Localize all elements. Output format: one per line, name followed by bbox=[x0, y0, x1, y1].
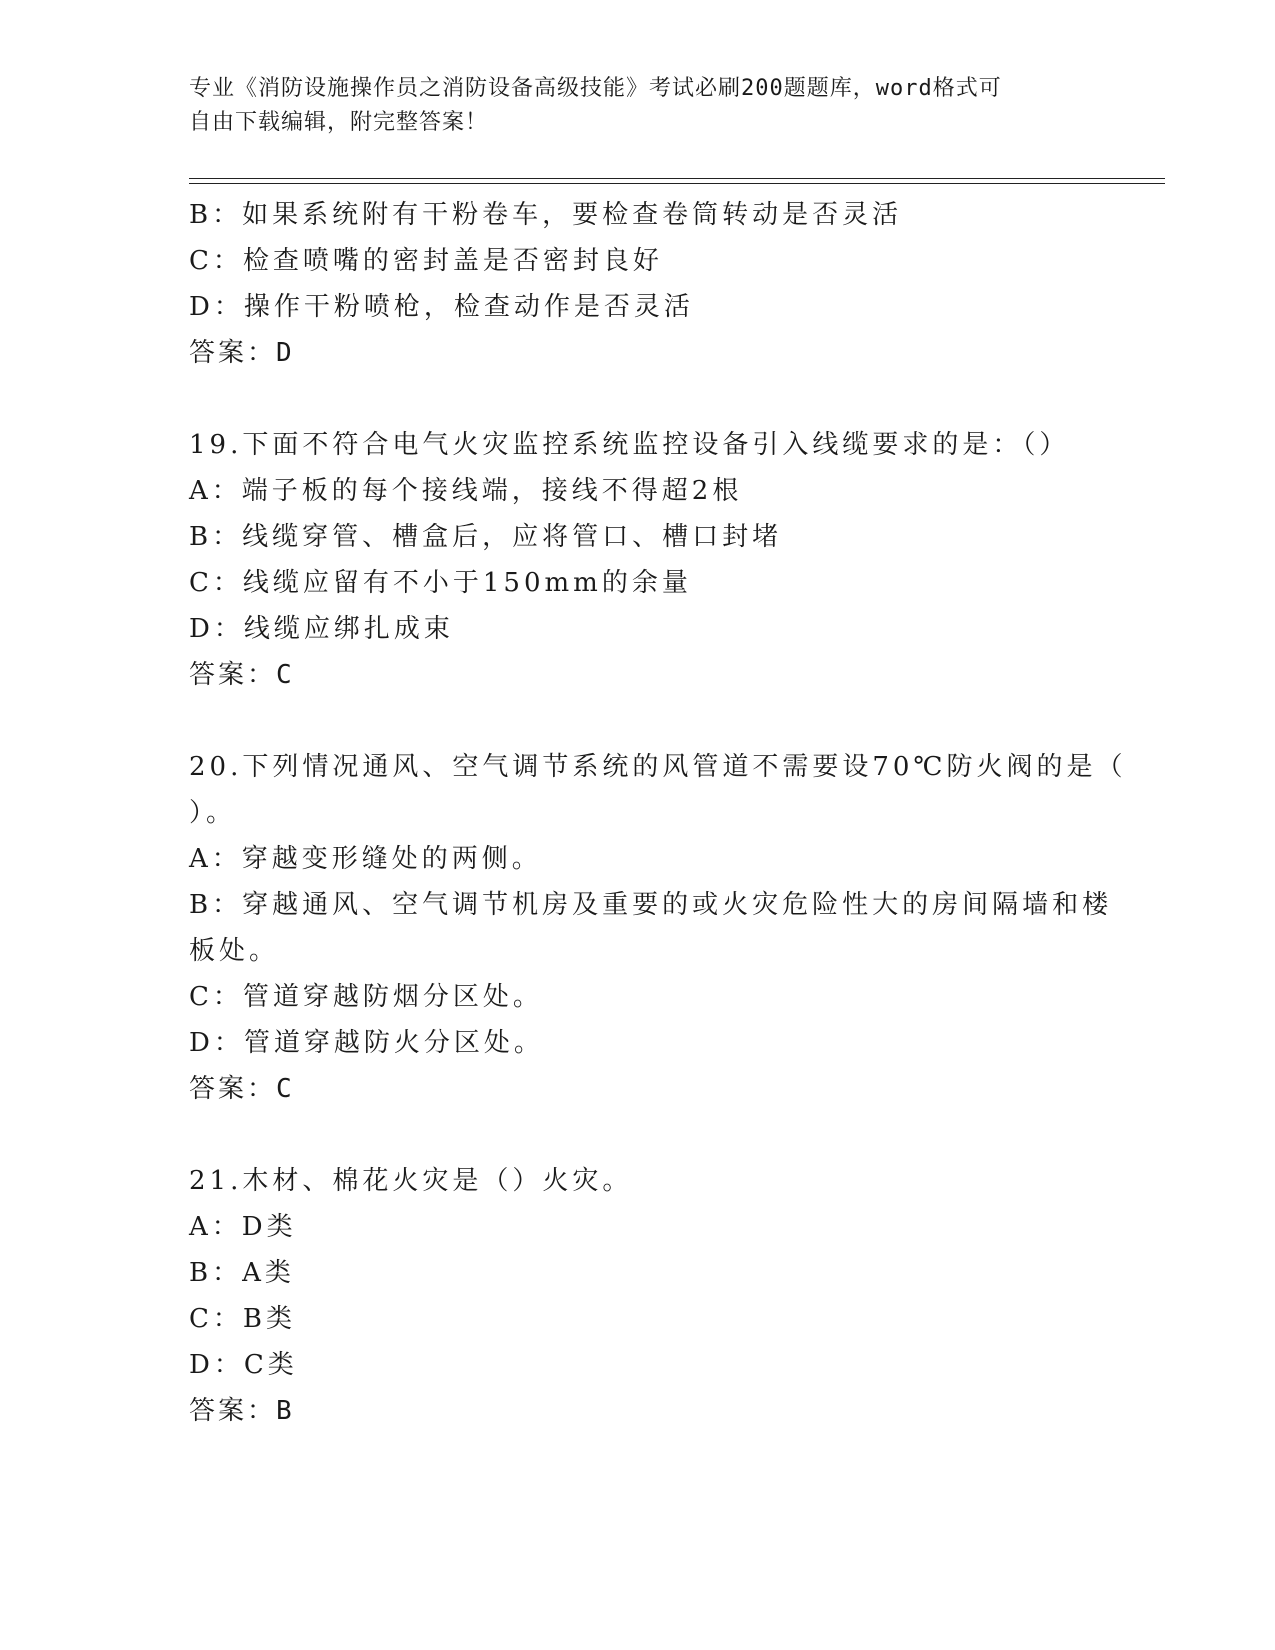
option-a: A：D类 bbox=[189, 1212, 297, 1242]
option-c: C：B类 bbox=[189, 1304, 297, 1334]
answer-label: 答案： bbox=[189, 1396, 277, 1426]
question-list bbox=[189, 192, 1127, 1434]
question-stem-line-1: 20.下列情况通风、空气调节系统的风管道不需要设70℃防火阀的是（ bbox=[189, 752, 1127, 782]
header-divider-top bbox=[189, 178, 1165, 179]
question-stem: 21.木材、棉花火灾是（）火灾。 bbox=[189, 1166, 633, 1196]
document-header bbox=[189, 72, 1089, 140]
header-title-line-1: 专业《消防设施操作员之消防设备高级技能》考试必刷200题题库，word格式可 bbox=[189, 76, 1002, 101]
question-19 bbox=[189, 422, 1089, 698]
answer-value: B bbox=[276, 1396, 295, 1426]
option-d: D：管道穿越防火分区处。 bbox=[189, 1028, 544, 1058]
answer-line bbox=[189, 652, 1089, 698]
option-c: C：管道穿越防烟分区处。 bbox=[189, 982, 543, 1012]
option-b: B：线缆穿管、槽盒后，应将管口、槽口封堵 bbox=[189, 522, 783, 552]
option-c: C：线缆应留有不小于150mm的余量 bbox=[189, 568, 692, 598]
option-b: B：穿越通风、空气调节机房及重要的或火灾危险性大的房间隔墙和楼 bbox=[189, 890, 1113, 920]
question-20 bbox=[189, 744, 1127, 1112]
option-d: D：C类 bbox=[189, 1350, 298, 1380]
header-title-line-2: 自由下载编辑，附完整答案！ bbox=[189, 110, 489, 135]
option-a: A：穿越变形缝处的两侧。 bbox=[189, 844, 542, 874]
option-b-continued: 板处。 bbox=[189, 936, 280, 966]
answer-value: C bbox=[276, 660, 295, 690]
answer-label: 答案： bbox=[189, 660, 277, 690]
answer-label: 答案： bbox=[189, 338, 277, 368]
answer-value: C bbox=[276, 1074, 295, 1104]
option-a: A：端子板的每个接线端，接线不得超2根 bbox=[189, 476, 743, 506]
answer-line bbox=[189, 1388, 1089, 1434]
option-b: B：A类 bbox=[189, 1258, 295, 1288]
option-d: D：线缆应绑扎成束 bbox=[189, 614, 454, 644]
question-18-continued bbox=[189, 192, 1089, 376]
answer-value: D bbox=[276, 338, 295, 368]
question-stem: 19.下面不符合电气火灾监控系统监控设备引入线缆要求的是：（） bbox=[189, 430, 1070, 460]
option-c: C：检查喷嘴的密封盖是否密封良好 bbox=[189, 246, 663, 276]
answer-line bbox=[189, 330, 1089, 376]
answer-line bbox=[189, 1066, 1089, 1112]
header-divider-bottom bbox=[189, 183, 1165, 184]
option-d: D：操作干粉喷枪，检查动作是否灵活 bbox=[189, 292, 694, 322]
option-b: B：如果系统附有干粉卷车，要检查卷筒转动是否灵活 bbox=[189, 200, 903, 230]
question-21 bbox=[189, 1158, 1089, 1434]
answer-label: 答案： bbox=[189, 1074, 277, 1104]
question-stem-line-2: ）。 bbox=[189, 798, 237, 828]
